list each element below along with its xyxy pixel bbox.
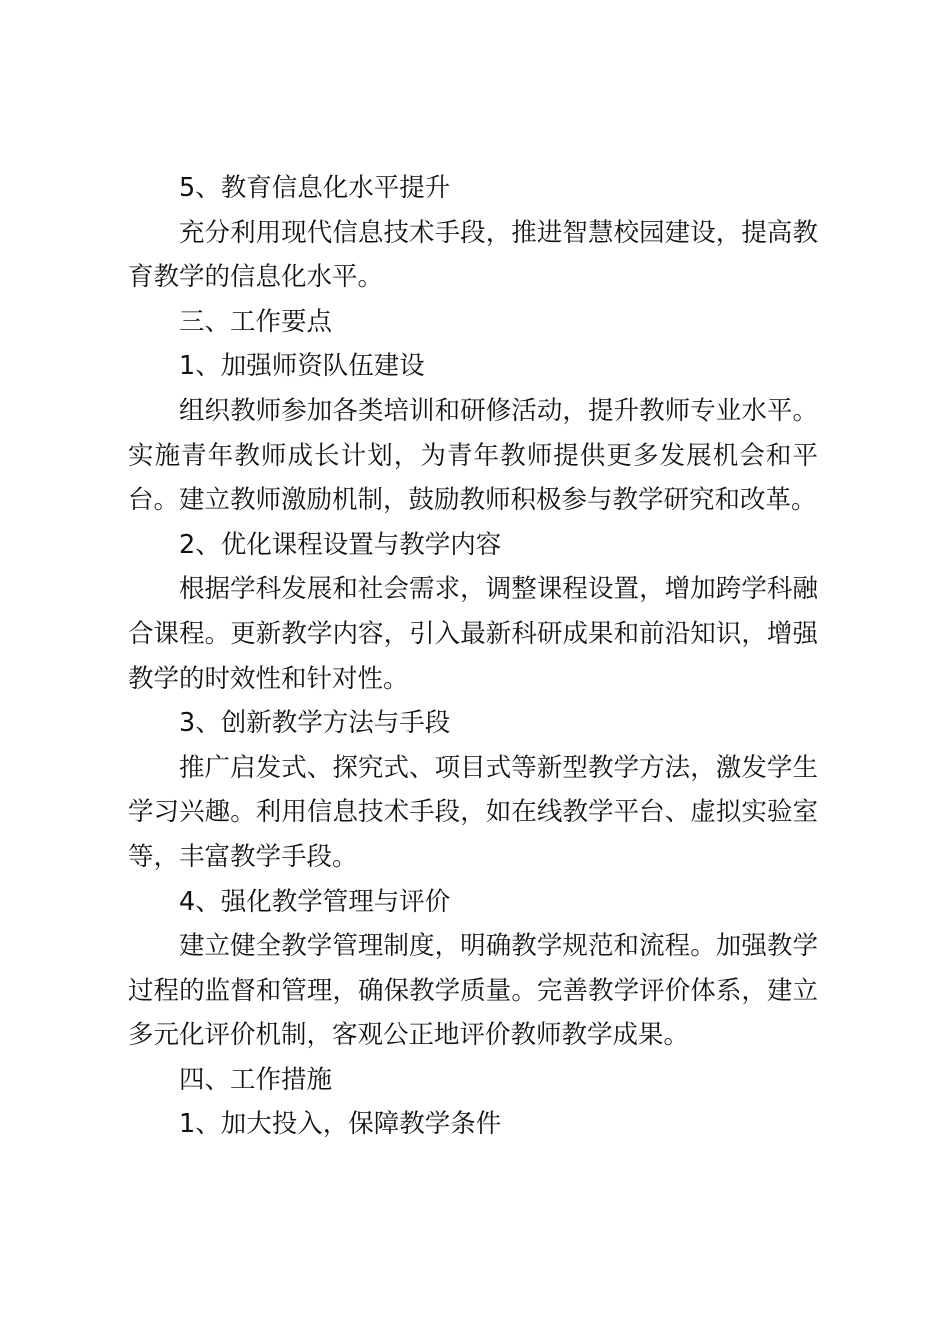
section-heading-teaching-methods: 3、创新教学方法与手段 — [179, 708, 451, 739]
body-paragraph-teaching-methods: 推广启发式、探究式、项目式等新型教学方法，激发学生学习兴趣。利用信息技术手段，如在线教学平台、虚拟实验室等，丰富教学手段。 — [128, 752, 818, 872]
body-paragraph-management-evaluation: 建立健全教学管理制度，明确教学规范和流程。加强教学过程的监督和管理，确保教学质量。完善教学评价体系，建立多元化评价机制，客观公正地评价教师教学成果。 — [128, 931, 818, 1051]
document-page — [128, 166, 818, 1147]
chapter-heading-work-measures: 四、工作措施 — [179, 1064, 333, 1095]
section-heading-management-evaluation: 4、强化教学管理与评价 — [179, 886, 451, 917]
section-heading-teacher-team: 1、加强师资队伍建设 — [179, 351, 425, 382]
section-heading-education-informatization: 5、教育信息化水平提升 — [179, 173, 451, 203]
chapter-heading-work-points: 三、工作要点 — [179, 306, 333, 337]
section-heading-investment: 1、加大投入，保障教学条件 — [179, 1109, 502, 1140]
body-paragraph-informatization: 充分利用现代信息技术手段，推进智慧校园建设，提高教育教学的信息化水平。 — [128, 217, 818, 293]
section-heading-curriculum: 2、优化课程设置与教学内容 — [179, 529, 502, 560]
body-paragraph-curriculum: 根据学科发展和社会需求，调整课程设置，增加跨学科融合课程。更新教学内容，引入最新科研成果和前沿知识，增强教学的时效性和针对性。 — [128, 574, 818, 694]
body-paragraph-teacher-team: 组织教师参加各类培训和研修活动，提升教师专业水平。实施青年教师成长计划，为青年教师提供更多发展机会和平台。建立教师激励机制，鼓励教师积极参与教学研究和改革。 — [128, 395, 818, 516]
